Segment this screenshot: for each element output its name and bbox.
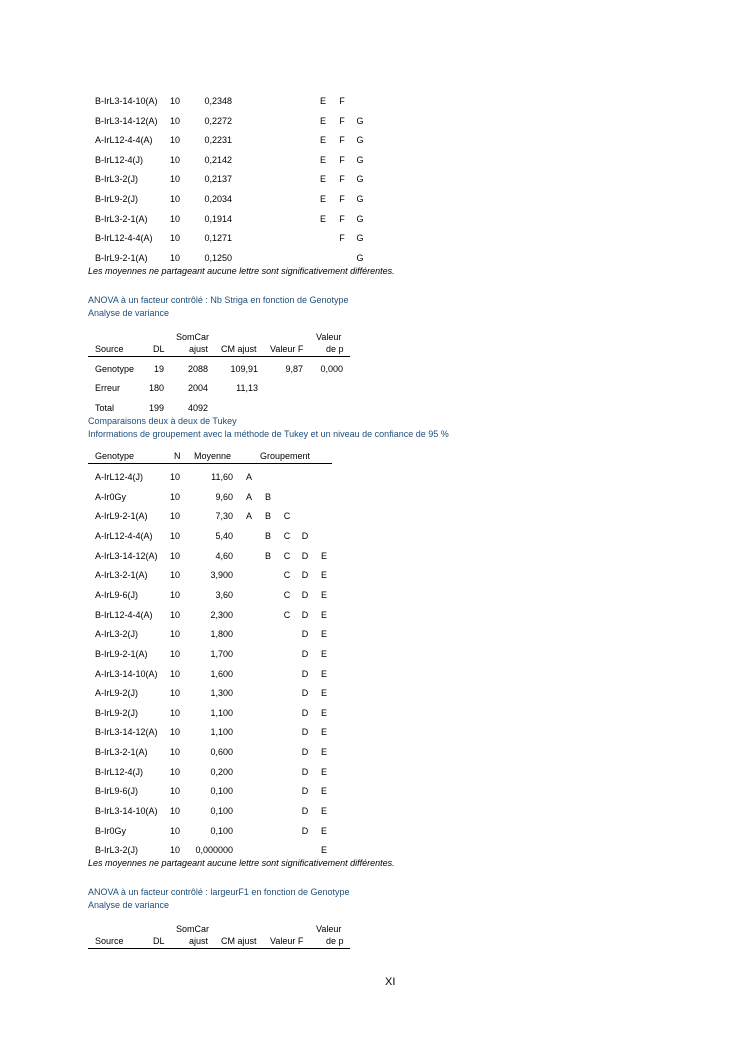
mean-cell: 0,1914 xyxy=(204,213,232,224)
group-letter: D xyxy=(301,589,309,600)
mean-cell: 0,2034 xyxy=(204,194,232,204)
anova-title: ANOVA à un facteur contrôlé : Nb Striga en fonction de Genotype xyxy=(88,295,349,305)
group-letter: A xyxy=(245,472,252,482)
n-cell: 10 xyxy=(170,825,181,836)
group-letter: E xyxy=(320,688,327,699)
dl-cell: 199 xyxy=(148,403,164,413)
genotype-cell: B-IrL9-2(J) xyxy=(95,707,139,718)
n-cell: 10 xyxy=(170,845,181,856)
genotype-cell: B-IrL3-2-1(A) xyxy=(95,213,148,224)
group-letter: F xyxy=(339,174,345,185)
anova-subtitle: Analyse de variance xyxy=(88,308,170,318)
n-cell: 10 xyxy=(170,174,181,185)
group-letter: E xyxy=(320,550,327,561)
footnote-significance: Les moyennes ne partageant aucune lettre sont significativement différentes. xyxy=(88,858,395,868)
n-cell: 10 xyxy=(170,727,181,738)
mean-cell: 0,1250 xyxy=(204,252,232,263)
genotype-cell: A-IrL3-14-10(A) xyxy=(95,668,158,679)
header-dl: DL xyxy=(153,344,165,354)
n-cell: 10 xyxy=(170,472,181,482)
mean-cell: 0,100 xyxy=(210,806,233,817)
group-letter: C xyxy=(283,511,291,522)
group-letter: D xyxy=(301,747,309,758)
group-letter: E xyxy=(320,570,327,581)
somcar-cell: 2004 xyxy=(187,383,208,393)
mean-cell: 9,60 xyxy=(215,491,233,502)
group-letter: D xyxy=(301,766,309,777)
mean-cell: 1,800 xyxy=(210,629,233,640)
dl-cell: 180 xyxy=(148,383,164,393)
dl-cell: 19 xyxy=(153,364,164,374)
genotype-cell: B-IrL9-2(J) xyxy=(95,194,139,204)
group-letter: E xyxy=(320,629,327,640)
mean-cell: 0,2142 xyxy=(204,154,232,165)
n-cell: 10 xyxy=(170,96,181,106)
group-letter: E xyxy=(320,589,327,600)
group-letter: E xyxy=(319,96,326,106)
header-groupement: Groupement xyxy=(260,451,311,461)
anova-subtitle: Analyse de variance xyxy=(88,900,170,910)
mean-cell: 0,2231 xyxy=(204,135,232,146)
n-cell: 10 xyxy=(170,491,181,502)
table-rule xyxy=(88,356,350,357)
tukey-subtitle: Informations de groupement avec la méthode de Tukey et un niveau de confiance de 95 % xyxy=(88,429,449,439)
group-letter: D xyxy=(301,727,309,738)
group-letter: E xyxy=(319,115,326,126)
group-letter: B xyxy=(264,550,271,561)
header-n: N xyxy=(174,451,181,461)
group-letter: D xyxy=(301,550,309,561)
header-valeur-f: Valeur F xyxy=(270,344,304,354)
n-cell: 10 xyxy=(170,511,181,522)
n-cell: 10 xyxy=(170,629,181,640)
group-letter: G xyxy=(356,154,364,165)
group-letter: C xyxy=(283,570,291,581)
group-letter: B xyxy=(264,491,271,502)
group-letter: F xyxy=(339,194,345,204)
f-cell: 9,87 xyxy=(285,364,303,374)
genotype-cell: B-IrL3-14-12(A) xyxy=(95,115,158,126)
header-moyenne: Moyenne xyxy=(194,451,232,461)
mean-cell: 0,600 xyxy=(210,747,233,758)
group-letter: D xyxy=(301,688,309,699)
n-cell: 10 xyxy=(170,115,181,126)
n-cell: 10 xyxy=(170,550,181,561)
group-letter: E xyxy=(320,786,327,797)
mean-cell: 0,100 xyxy=(210,825,233,836)
n-cell: 10 xyxy=(170,530,181,541)
genotype-cell: A-IrL3-14-12(A) xyxy=(95,550,158,561)
mean-cell: 1,300 xyxy=(210,688,233,699)
mean-cell: 1,600 xyxy=(210,668,233,679)
group-letter: E xyxy=(319,154,326,165)
genotype-cell: B-IrL3-14-10(A) xyxy=(95,806,158,817)
group-letter: B xyxy=(264,511,271,522)
mean-cell: 0,1271 xyxy=(204,233,232,244)
source-cell: Genotype xyxy=(95,364,135,374)
group-letter: A xyxy=(245,491,252,502)
group-letter: D xyxy=(301,609,309,620)
mean-cell: 1,700 xyxy=(210,648,233,659)
tukey-title: Comparaisons deux à deux de Tukey xyxy=(88,416,237,426)
mean-cell: 1,100 xyxy=(210,707,233,718)
somcar-cell: 4092 xyxy=(187,403,208,413)
genotype-cell: B-IrL3-2-1(A) xyxy=(95,747,148,758)
group-letter: G xyxy=(356,174,364,185)
header-valeur: Valeur xyxy=(316,924,342,934)
genotype-cell: B-Ir0Gy xyxy=(95,825,127,836)
genotype-cell: A-IrL3-2-1(A) xyxy=(95,570,148,581)
genotype-cell: B-IrL3-14-12(A) xyxy=(95,727,158,738)
table-rule xyxy=(88,463,332,464)
header-cm-ajust: CM ajust xyxy=(221,936,257,946)
group-letter: E xyxy=(319,174,326,185)
mean-cell: 0,200 xyxy=(210,766,233,777)
mean-cell: 3,60 xyxy=(215,589,233,600)
header-valeur: Valeur xyxy=(316,332,342,342)
n-cell: 10 xyxy=(170,154,181,165)
group-letter: E xyxy=(320,707,327,718)
n-cell: 10 xyxy=(170,570,181,581)
genotype-cell: A-IrL12-4-4(A) xyxy=(95,135,153,146)
genotype-cell: B-IrL3-2(J) xyxy=(95,174,139,185)
group-letter: F xyxy=(339,213,345,224)
mean-cell: 3,900 xyxy=(210,570,233,581)
source-cell: Total xyxy=(95,403,115,413)
somcar-cell: 2088 xyxy=(187,364,208,374)
group-letter: E xyxy=(319,213,326,224)
mean-cell: 0,2272 xyxy=(204,115,232,126)
group-letter: G xyxy=(356,252,364,263)
group-letter: C xyxy=(283,550,291,561)
mean-cell: 1,100 xyxy=(210,727,233,738)
header-source: Source xyxy=(95,344,124,354)
group-letter: G xyxy=(356,115,364,126)
n-cell: 10 xyxy=(170,806,181,817)
group-letter: E xyxy=(319,135,326,146)
header-source: Source xyxy=(95,936,124,946)
n-cell: 10 xyxy=(170,688,181,699)
group-letter: D xyxy=(301,668,309,679)
mean-cell: 4,60 xyxy=(215,550,233,561)
group-letter: D xyxy=(301,786,309,797)
genotype-cell: B-IrL12-4(J) xyxy=(95,766,144,777)
header-somcar: SomCar xyxy=(176,924,210,934)
cm-cell: 109,91 xyxy=(230,364,258,374)
genotype-cell: A-IrL12-4-4(A) xyxy=(95,530,153,541)
group-letter: D xyxy=(301,530,309,541)
genotype-cell: B-IrL12-4-4(A) xyxy=(95,609,153,620)
group-letter: E xyxy=(320,609,327,620)
n-cell: 10 xyxy=(170,213,181,224)
anova-title: ANOVA à un facteur contrôlé : largeurF1 en fonction de Genotype xyxy=(88,887,350,897)
group-letter: E xyxy=(320,747,327,758)
group-letter: F xyxy=(339,115,345,126)
n-cell: 10 xyxy=(170,609,181,620)
genotype-cell: B-IrL12-4(J) xyxy=(95,154,144,165)
genotype-cell: B-IrL12-4-4(A) xyxy=(95,233,153,244)
table-rule xyxy=(88,948,350,949)
mean-cell: 0,2137 xyxy=(204,174,232,185)
header-ajust: ajust xyxy=(189,344,209,354)
source-cell: Erreur xyxy=(95,383,121,393)
group-letter: G xyxy=(356,213,364,224)
footnote-significance: Les moyennes ne partageant aucune lettre sont significativement différentes. xyxy=(88,266,395,276)
group-letter: E xyxy=(319,194,326,204)
cm-cell: 11,13 xyxy=(236,383,258,393)
genotype-cell: B-IrL3-2(J) xyxy=(95,845,139,856)
n-cell: 10 xyxy=(170,589,181,600)
group-letter: E xyxy=(320,648,327,659)
group-letter: D xyxy=(301,570,309,581)
header-cm-ajust: CM ajust xyxy=(221,344,257,354)
genotype-cell: B-IrL3-14-10(A) xyxy=(95,96,158,106)
genotype-cell: B-IrL9-2-1(A) xyxy=(95,252,148,263)
mean-cell: 0,2348 xyxy=(204,96,232,106)
group-letter: D xyxy=(301,825,309,836)
group-letter: E xyxy=(320,727,327,738)
n-cell: 10 xyxy=(170,707,181,718)
mean-cell: 0,000000 xyxy=(195,845,233,856)
group-letter: D xyxy=(301,707,309,718)
mean-cell: 7,30 xyxy=(215,511,233,522)
p-cell: 0,000 xyxy=(320,364,343,374)
page-number: XI xyxy=(385,976,396,988)
group-letter: C xyxy=(283,589,291,600)
group-letter: E xyxy=(320,825,327,836)
header-dl: DL xyxy=(153,936,165,946)
header-ajust: ajust xyxy=(189,936,209,946)
mean-cell: 0,100 xyxy=(210,786,233,797)
genotype-cell: A-IrL9-6(J) xyxy=(95,589,139,600)
group-letter: F xyxy=(339,233,345,244)
group-letter: D xyxy=(301,648,309,659)
n-cell: 10 xyxy=(170,786,181,797)
header-de-p: de p xyxy=(326,936,344,946)
genotype-cell: B-IrL9-6(J) xyxy=(95,786,139,797)
n-cell: 10 xyxy=(170,194,181,204)
header-genotype: Genotype xyxy=(95,451,135,461)
genotype-cell: A-Ir0Gy xyxy=(95,491,127,502)
group-letter: G xyxy=(356,194,364,204)
genotype-cell: B-IrL9-2-1(A) xyxy=(95,648,148,659)
n-cell: 10 xyxy=(170,747,181,758)
group-letter: F xyxy=(339,96,345,106)
n-cell: 10 xyxy=(170,648,181,659)
group-letter: B xyxy=(264,530,271,541)
group-letter: F xyxy=(339,154,345,165)
genotype-cell: A-IrL12-4(J) xyxy=(95,472,144,482)
group-letter: D xyxy=(301,806,309,817)
group-letter: E xyxy=(320,766,327,777)
group-letter: D xyxy=(301,629,309,640)
group-letter: G xyxy=(356,135,364,146)
group-letter: F xyxy=(339,135,345,146)
group-letter: A xyxy=(245,511,252,522)
mean-cell: 11,60 xyxy=(211,472,233,482)
n-cell: 10 xyxy=(170,668,181,679)
header-valeur-f: Valeur F xyxy=(270,936,304,946)
mean-cell: 2,300 xyxy=(210,609,233,620)
genotype-cell: A-IrL9-2(J) xyxy=(95,688,139,699)
n-cell: 10 xyxy=(170,233,181,244)
genotype-cell: A-IrL3-2(J) xyxy=(95,629,139,640)
header-somcar: SomCar xyxy=(176,332,210,342)
n-cell: 10 xyxy=(170,135,181,146)
group-letter: E xyxy=(320,668,327,679)
mean-cell: 5,40 xyxy=(215,530,233,541)
group-letter: C xyxy=(283,609,291,620)
header-de-p: de p xyxy=(326,344,344,354)
group-letter: G xyxy=(356,233,364,244)
n-cell: 10 xyxy=(170,252,181,263)
genotype-cell: A-IrL9-2-1(A) xyxy=(95,511,148,522)
group-letter: E xyxy=(320,845,327,856)
n-cell: 10 xyxy=(170,766,181,777)
group-letter: C xyxy=(283,530,291,541)
group-letter: E xyxy=(320,806,327,817)
